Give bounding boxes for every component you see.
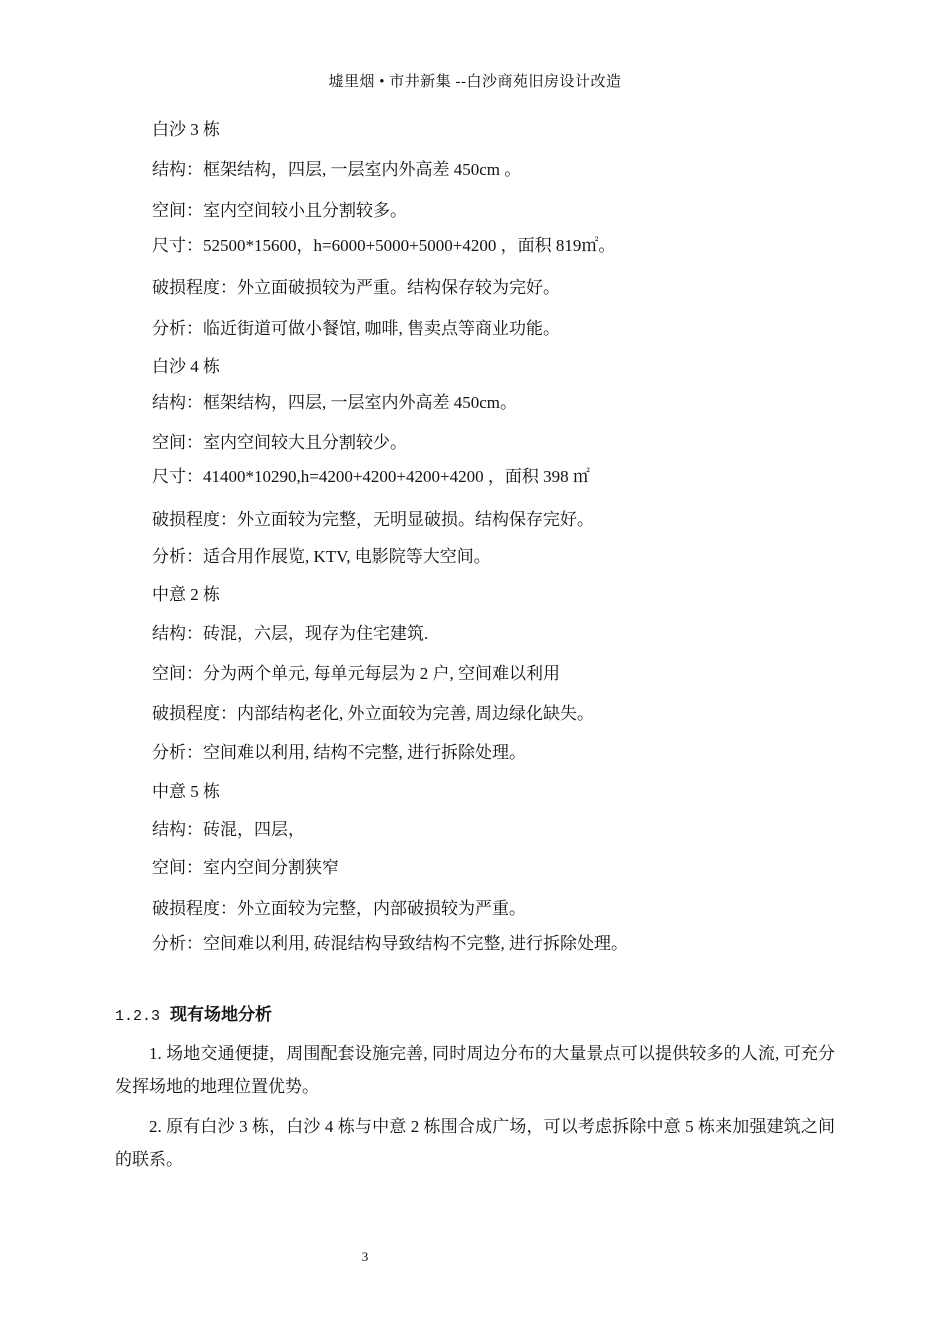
structure-line: 结构：砖混，六层，现存为住宅建筑. [152,624,429,643]
space-line: 空间：分为两个单元, 每单元每层为 2 户, 空间难以利用 [152,664,560,683]
section-number: 1.2.3 [115,1008,161,1025]
size-line: 尺寸：41400*10290,h=4200+4200+4200+4200 ，面积 398 ㎡ [152,467,590,486]
space-line: 空间：室内空间分割狭窄 [152,858,339,877]
building-title-baisha-3: 白沙 3 栋 [152,120,220,139]
analysis-line: 分析：空间难以利用, 结构不完整, 进行拆除处理。 [152,743,526,762]
size-line: 尺寸：52500*15600，h=6000+5000+5000+4200 ，面积 819㎡。 [152,236,616,255]
damage-line: 破损程度：外立面较为完整，无明显破损。结构保存完好。 [152,510,594,529]
section-heading [115,1004,272,1028]
section-title: 现有场地分析 [170,1005,273,1024]
paragraph: 1. 场地交通便捷，周围配套设施完善, 同时周边分布的大量景点可以提供较多的人流, 可充分发挥场地的地理位置优势。 [115,1044,835,1096]
structure-line: 结构：砖混，四层， [152,820,305,839]
building-title-baisha-4: 白沙 4 栋 [152,357,220,376]
building-title-zhongyi-5: 中意 5 栋 [152,782,220,801]
page-header: 墟里烟 • 市井新集 --白沙商苑旧房设计改造 [328,74,622,90]
page-number: 3 [361,1249,369,1264]
structure-line: 结构：框架结构，四层, 一层室内外高差 450cm 。 [152,160,522,179]
structure-line: 结构：框架结构，四层, 一层室内外高差 450cm。 [152,393,518,412]
building-title-zhongyi-2: 中意 2 栋 [152,585,220,604]
analysis-line: 分析：临近街道可做小餐馆, 咖啡, 售卖点等商业功能。 [152,319,560,338]
paragraph: 2. 原有白沙 3 栋，白沙 4 栋与中意 2 栋围合成广场，可以考虑拆除中意 5 栋来加强建筑之间的联系。 [115,1117,835,1169]
space-line: 空间：室内空间较大且分割较少。 [152,433,407,452]
damage-line: 破损程度：内部结构老化, 外立面较为完善, 周边绿化缺失。 [152,704,594,723]
damage-line: 破损程度：外立面破损较为严重。结构保存较为完好。 [152,278,560,297]
space-line: 空间：室内空间较小且分割较多。 [152,201,407,220]
damage-line: 破损程度：外立面较为完整，内部破损较为严重。 [152,899,526,918]
analysis-line: 分析：空间难以利用, 砖混结构导致结构不完整, 进行拆除处理。 [152,934,628,953]
analysis-line: 分析：适合用作展览, KTV, 电影院等大空间。 [152,547,491,566]
